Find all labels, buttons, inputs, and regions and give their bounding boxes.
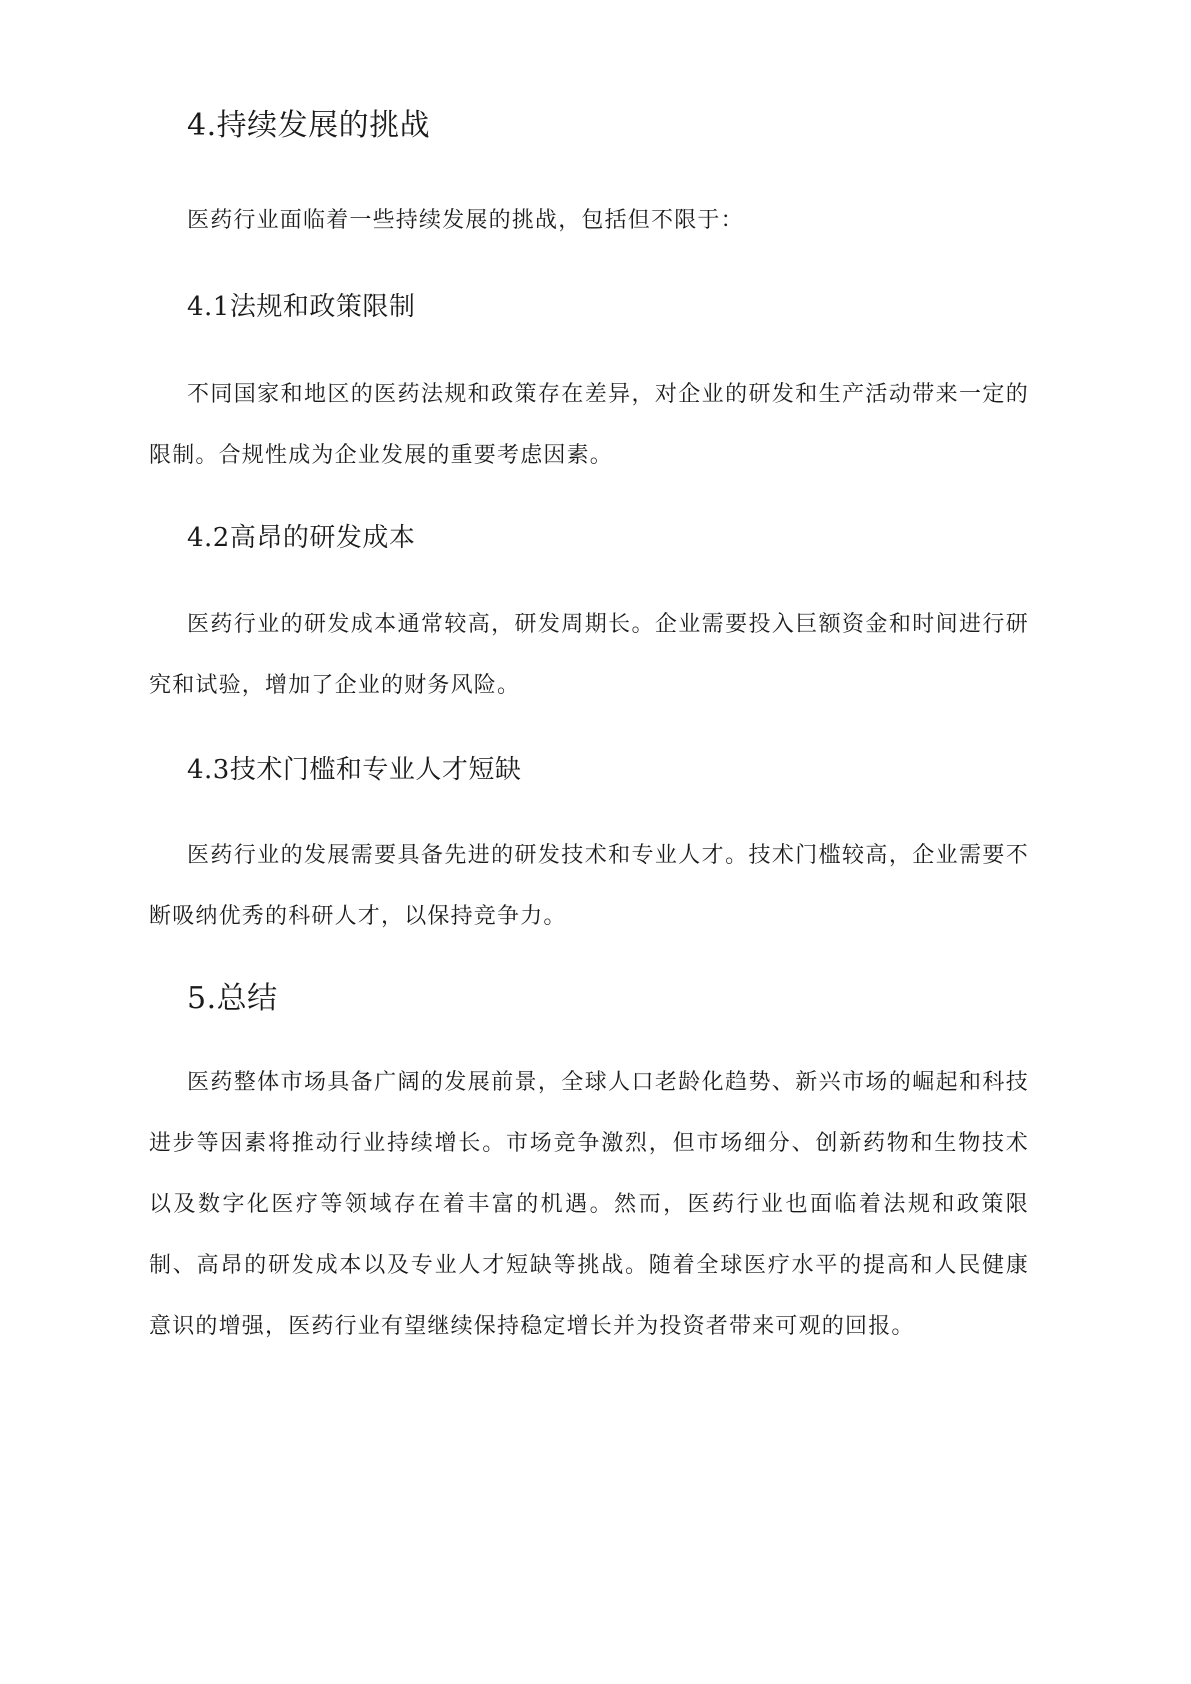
section-4-heading: 4.持续发展的挑战 <box>187 108 431 143</box>
section-4-3-body: 医药行业的发展需要具备先进的研发技术和专业人才。技术门槛较高，企业需要不断吸纳优秀的科研人才，以保持竞争力。 <box>149 843 1029 929</box>
section-4-2-body: 医药行业的研发成本通常较高，研发周期长。企业需要投入巨额资金和时间进行研究和试验，增加了企业的财务风险。 <box>149 612 1029 698</box>
section-4-1-heading: 4.1法规和政策限制 <box>187 292 416 322</box>
section-5-heading: 5.总结 <box>187 981 278 1016</box>
section-4-intro: 医药行业面临着一些持续发展的挑战，包括但不限于： <box>187 208 744 233</box>
section-4-1-body: 不同国家和地区的医药法规和政策存在差异，对企业的研发和生产活动带来一定的限制。合规性成为企业发展的重要考虑因素。 <box>149 382 1029 468</box>
section-4-2-heading: 4.2高昂的研发成本 <box>187 523 416 553</box>
section-4-3-heading: 4.3技术门槛和专业人才短缺 <box>187 755 522 785</box>
section-5-body: 医药整体市场具备广阔的发展前景，全球人口老龄化趋势、新兴市场的崛起和科技进步等因素将推动行业持续增长。市场竞争激烈，但市场细分、创新药物和生物技术以及数字化医疗等领域存在着丰富的机遇。然而，医药行业也面临着法规和政策限制、高昂的研发成本以及专业人才短缺等挑战。随着全球医疗水平的提高和人民健康意识的增强，医药行业有望继续保持稳定增长并为投资者带来可观的回报。 <box>149 1070 1029 1339</box>
